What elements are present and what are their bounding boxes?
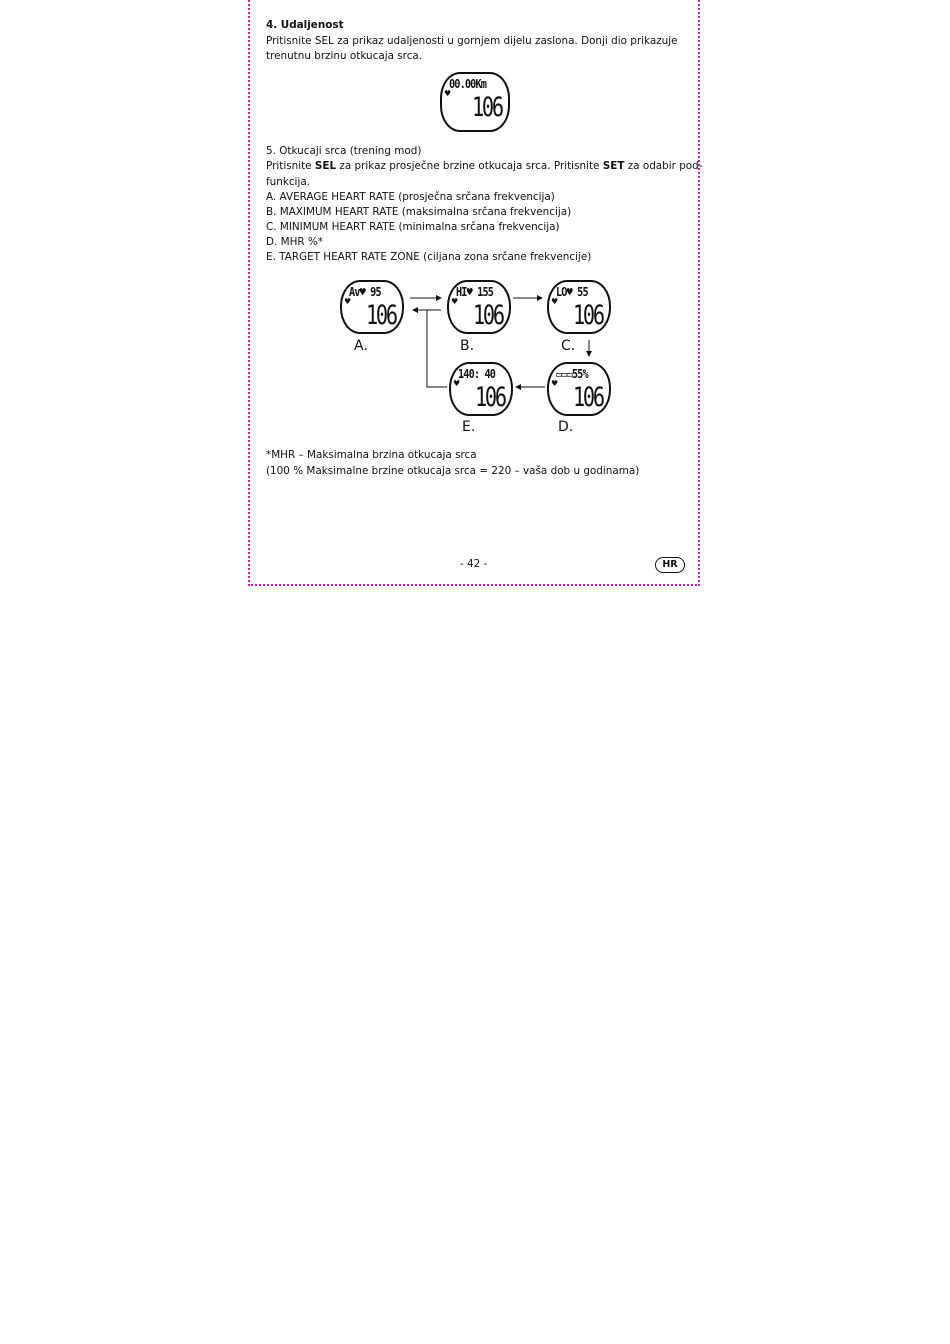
flow-arrows [0,0,950,600]
label-e: E. [462,419,476,435]
sel-keyword: SEL [314,160,337,172]
display-top-value: 00.00Km [449,77,487,91]
display-top-value: HI♥ 155 [456,285,494,299]
list-item: D. MHR %* [266,236,323,248]
text-fragment: za prikaz prosječne brzine otkucaja srca. Pritisnite [336,160,603,172]
display-top-value: Av♥ 95 [349,285,381,299]
display-top-value: 140: 40 [458,367,496,381]
page-number: - 42 - [460,558,488,570]
section-heading-heart-rate: 5. Otkucaji srca (trening mod) [266,145,422,157]
heart-icon: ♥ [551,297,559,306]
list-item: A. AVERAGE HEART RATE (prosječna srčana frekvencija) [266,191,555,203]
display-top-value: LO♥ 55 [556,285,588,299]
display-bottom-value: 106 [366,300,396,331]
display-bottom-value: 106 [573,382,603,413]
text-fragment: Pritisnite [266,160,315,172]
footnote-line: *MHR – Maksimalna brzina otkucaja srca [266,449,477,461]
paragraph-line: funkcija. [266,176,311,188]
display-bottom-value: 106 [472,92,502,123]
heart-icon: ♥ [453,379,461,388]
arrow-e-to-b-path [427,310,447,387]
display-bottom-value: 106 [573,300,603,331]
list-item: C. MINIMUM HEART RATE (minimalna srčana frekvencija) [266,221,560,233]
paragraph-line: Pritisnite SEL za prikaz udaljenosti u gornjem dijelu zaslona. Donji dio prikazuje [266,35,678,47]
heart-icon: ♥ [551,379,559,388]
language-badge: HR [655,557,685,573]
label-d: D. [558,419,574,435]
section-heading-distance: 4. Udaljenost [266,19,344,31]
label-b: B. [460,338,475,354]
paragraph-line: trenutnu brzinu otkucaja srca. [266,50,423,62]
heart-icon: ♥ [451,297,459,306]
list-item: E. TARGET HEART RATE ZONE (ciljana zona srčane frekvencije) [266,251,592,263]
text-fragment: za odabir pod- [624,160,703,172]
label-a: A. [354,338,368,354]
heart-icon: ♥ [444,89,452,98]
display-top-value: ▭▭▭55% [556,367,588,381]
display-bottom-value: 106 [475,382,505,413]
display-bottom-value: 106 [473,300,503,331]
list-item: B. MAXIMUM HEART RATE (maksimalna srčana frekvencija) [266,206,572,218]
footnote-line: (100 % Maksimalne brzine otkucaja srca = 220 – vaša dob u godinama) [266,465,640,477]
label-c: C. [561,338,576,354]
heart-icon: ♥ [344,297,352,306]
set-keyword: SET [602,160,625,172]
